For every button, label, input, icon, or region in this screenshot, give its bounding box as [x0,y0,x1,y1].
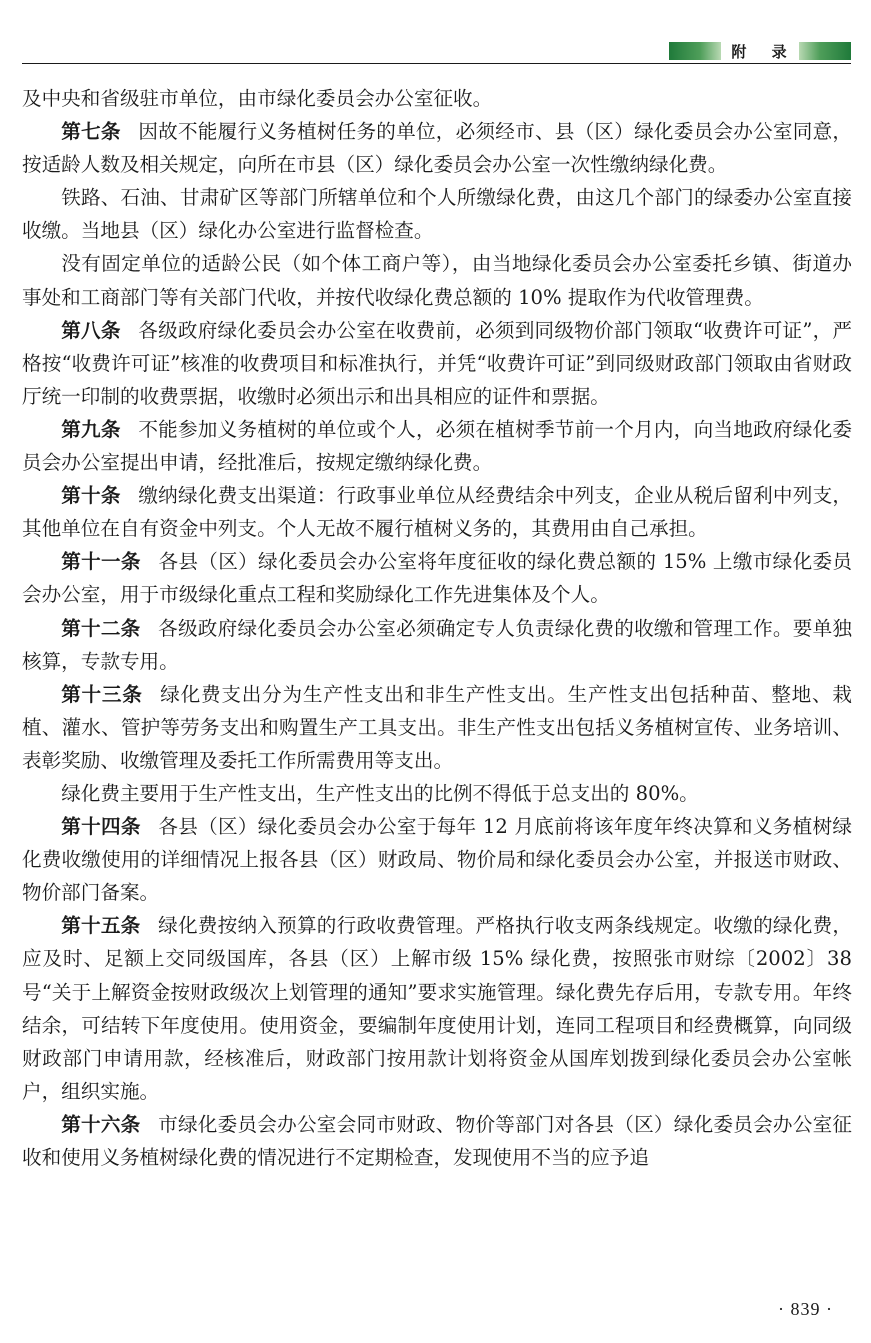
article-heading: 第九条 [61,417,121,441]
paragraph [22,314,852,413]
paragraph [22,413,852,479]
body-text [22,82,852,1174]
paragraph [22,810,852,909]
paragraph-text: 没有固定单位的适龄公民（如个体工商户等），由当地绿化委员会办公室委托乡镇、街道办事处和工商部门等有关部门代收，并按代收绿化费总额的 10% 提取作为代收管理费。 [22,252,852,309]
header-band [669,42,851,60]
paragraph [22,678,852,777]
paragraph-text: 不能参加义务植树的单位或个人，必须在植树季节前一个月内，向当地政府绿化委员会办公室提出申请，经批准后，按规定缴纳绿化费。 [22,417,853,475]
paragraph [22,247,852,313]
paragraph-text: 铁路、石油、甘肃矿区等部门所辖单位和个人所缴绿化费，由这几个部门的绿委办公室直接收缴。当地县（区）绿化办公室进行监督检查。 [22,186,852,243]
article-heading: 第十五条 [61,914,141,938]
header-rule [22,63,851,64]
paragraph-text: 及中央和省级驻市单位，由市绿化委员会办公室征收。 [22,87,493,110]
paragraph-text: 各县（区）绿化委员会办公室将年度征收的绿化费总额的 15% 上缴市绿化委员会办公室，用于市级绿化重点工程和奖励绿化工作先进集体及个人。 [22,550,852,607]
article-heading: 第十一条 [61,550,141,574]
paragraph [22,545,852,611]
page-number: · 839 · [778,1299,833,1319]
paragraph-text: 各级政府绿化委员会办公室必须确定专人负责绿化费的收缴和管理工作。要单独核算，专款专用。 [22,616,853,673]
article-heading: 第十条 [61,484,121,508]
header-band-middle [721,42,799,60]
paragraph-text: 因故不能履行义务植树任务的单位，必须经市、县（区）绿化委员会办公室同意，按适龄人数及相关规定，向所在市县（区）绿化委员会办公室一次性缴纳绿化费。 [22,120,853,177]
paragraph-text: 绿化费支出分为生产性支出和非生产性支出。生产性支出包括种苗、整地、栽植、灌水、管护等劳务支出和购置生产工具支出。非生产性支出包括义务植树宣传、业务培训、表彰奖励、收缴管理及委托工作所需费用等支出。 [22,682,853,772]
article-heading: 第十二条 [61,616,141,640]
paragraph [22,612,852,678]
paragraph [22,777,852,810]
paragraph-text: 各县（区）绿化委员会办公室于每年 12 月底前将该年度年终决算和义务植树绿化费收缴使用的详细情况上报各县（区）财政局、物价局和绿化委员会办公室，并报送市财政、物价部门备案。 [22,815,852,905]
article-heading: 第八条 [61,318,121,342]
paragraph-text: 市绿化委员会办公室会同市财政、物价等部门对各县（区）绿化委员会办公室征收和使用义务植树绿化费的情况进行不定期检查，发现使用不当的应予追 [22,1112,853,1169]
paragraph [22,1108,852,1174]
section-title: 附 录 [731,42,797,61]
paragraph [22,909,852,1108]
paragraph [22,82,852,115]
header-band-right-gradient [799,42,851,60]
article-heading: 第十四条 [61,815,141,839]
paragraph-text: 缴纳绿化费支出渠道：行政事业单位从经费结余中列支，企业从税后留利中列支，其他单位在自有资金中列支。个人无故不履行植树义务的，其费用由自己承担。 [22,484,853,541]
paragraph-text: 各级政府绿化委员会办公室在收费前，必须到同级物价部门领取“收费许可证”，严格按“收费许可证”核准的收费项目和标准执行，并凭“收费许可证”到同级财政部门领取由省财政厅统一印制的收费票据，收缴时必须出示和出具相应的证件和票据。 [22,318,852,408]
paragraph-text: 绿化费主要用于生产性支出，生产性支出的比例不得低于总支出的 80%。 [61,781,699,805]
paragraph [22,479,852,545]
running-header [22,40,851,64]
article-heading: 第七条 [61,120,121,144]
paragraph [22,115,852,181]
article-heading: 第十三条 [61,682,143,706]
paragraph-text: 绿化费按纳入预算的行政收费管理。严格执行收支两条线规定。收缴的绿化费，应及时、足额上交同级国库，各县（区）上解市级 15% 绿化费，按照张市财综〔2002〕38 号“关于上解资金按财政级次上划管理的通知”要求实施管理。绿化费先存后用，专款专用。年终结余，可结转下年度使用。使用资金，要编制年度使用计划，连同工程项目和经费概算，向同级财政部门申请用款，经核准后，财政部门按用款计划将资金从国库划拨到绿化委员会办公室帐户，组织实施。 [22,914,853,1103]
header-band-left-gradient [669,42,721,60]
article-heading: 第十六条 [61,1112,141,1136]
paragraph [22,181,852,247]
